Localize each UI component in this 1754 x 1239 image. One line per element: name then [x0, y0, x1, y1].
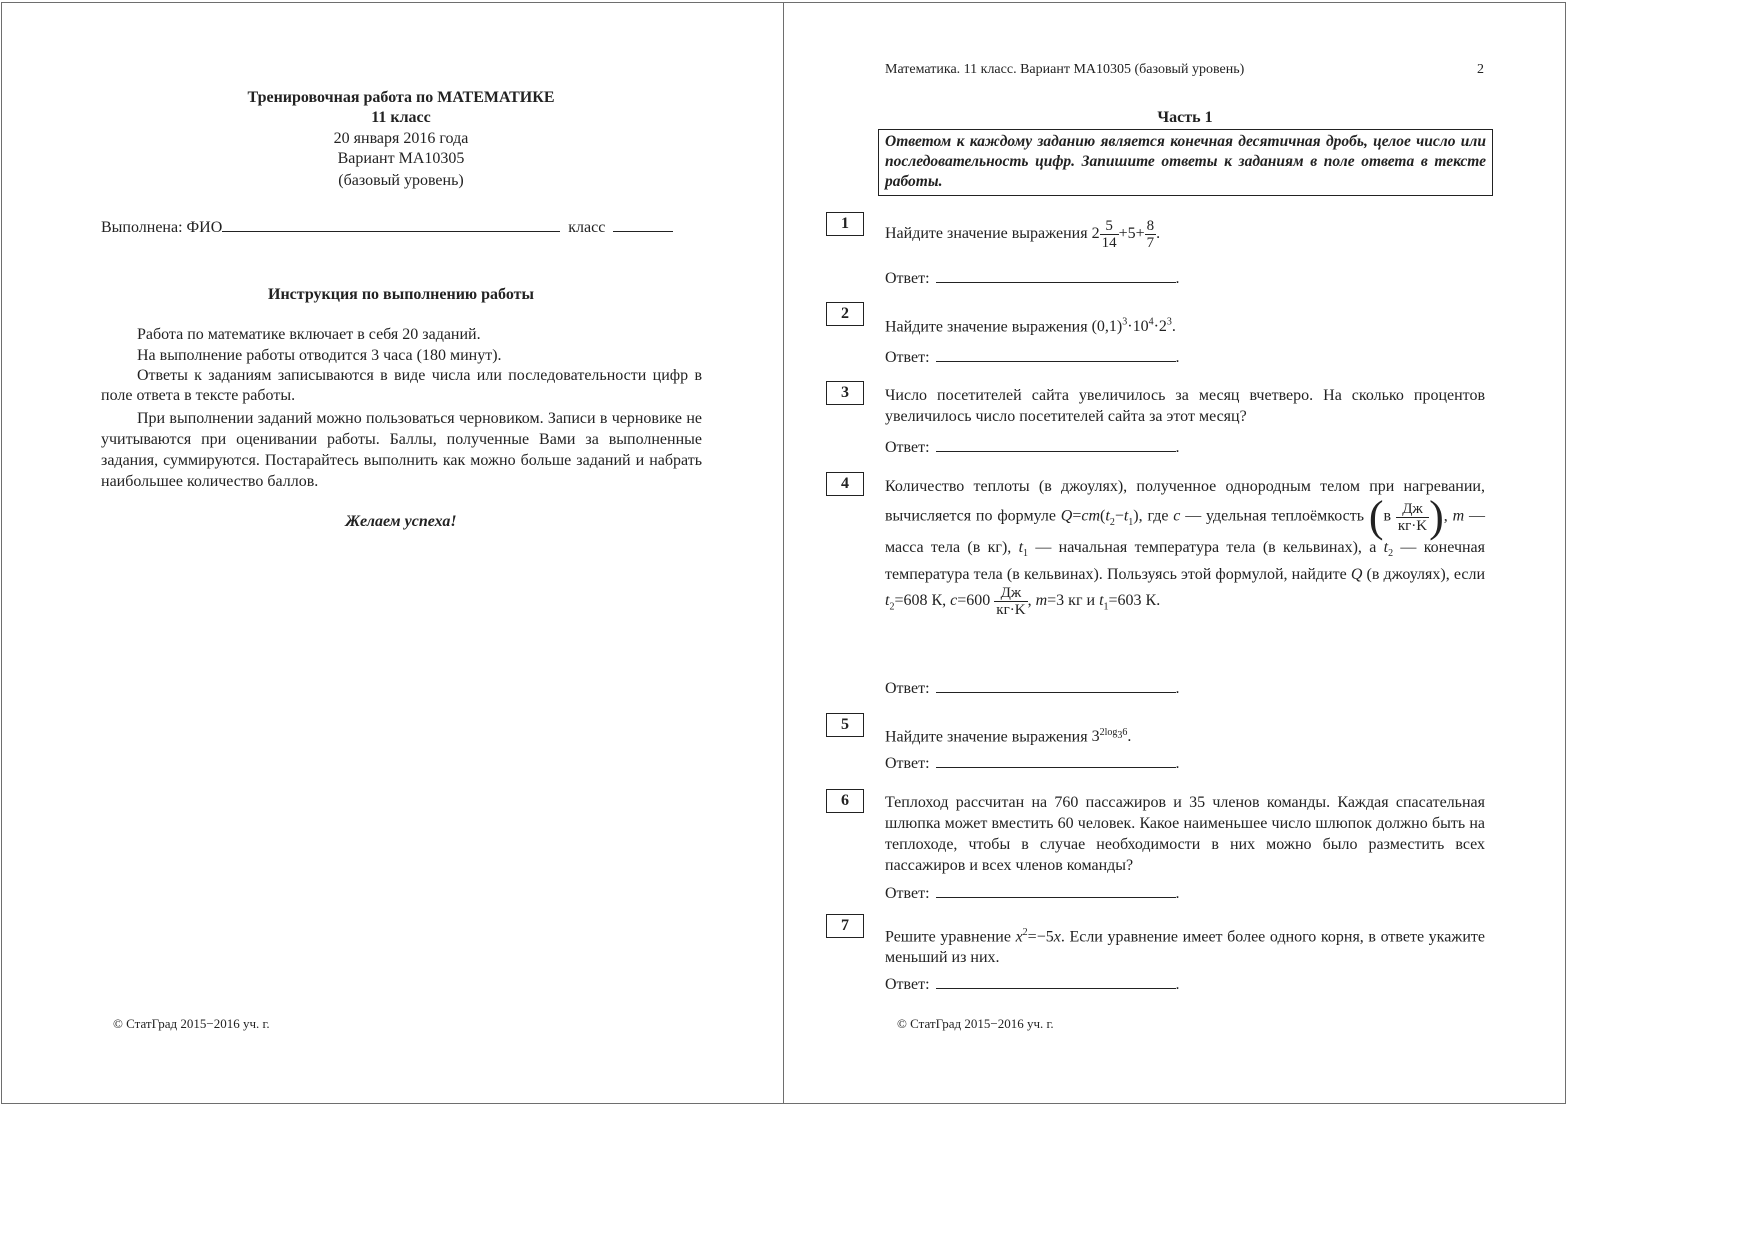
level: (базовый уровень) — [338, 172, 464, 189]
task-1-answer: Ответ: . — [885, 270, 1180, 287]
answer-label: Ответ: — [885, 680, 930, 697]
class-field[interactable] — [613, 217, 673, 232]
task-number: 4 — [826, 472, 864, 496]
answer-label: Ответ: — [885, 349, 930, 366]
task-4-answer: Ответ: . — [885, 680, 1180, 697]
answer-field[interactable] — [936, 348, 1176, 362]
done-label: Выполнена: ФИО — [101, 219, 223, 236]
task-5-text: Найдите значение выражения — [885, 728, 1088, 746]
page-divider — [783, 2, 784, 1104]
task-number: 3 — [826, 381, 864, 405]
answer-field[interactable] — [936, 975, 1176, 989]
wish: Желаем успеха! — [345, 513, 457, 530]
answer-field[interactable] — [936, 438, 1176, 452]
class-label: класс — [568, 219, 606, 236]
title-line2: 11 класс — [371, 109, 431, 126]
task-number: 7 — [826, 914, 864, 938]
task-7-answer: Ответ: . — [885, 976, 1180, 993]
instructions-title: Инструкция по выполнению работы — [268, 286, 534, 303]
task-3-text: Число посетителей сайта увеличилось за месяц вчетверо. На сколько процентов увеличилось число посетителей сайта за этот месяц? — [885, 387, 1485, 425]
task-6-answer: Ответ: . — [885, 885, 1180, 902]
task-2-answer: Ответ: . — [885, 349, 1180, 366]
instructions-para4: При выполнении заданий можно пользоваться черновиком. Записи в черновике не учитываются при оценивании работы. Баллы, полученные Вами за выполненные задания, суммируются. Постарайтесь выполнить как можно больше заданий и набрать наибольшее количество баллов. — [101, 410, 702, 490]
task-3-answer: Ответ: . — [885, 439, 1180, 456]
task-1-expression: 2 $\frac{5}{14}$ +5+ $\frac{8}{7}$ . — [1091, 218, 1161, 251]
instructions-para2: На выполнение работы отводится 3 часа (180 минут). — [137, 347, 502, 364]
page-number: 2 — [1477, 62, 1484, 77]
task-1 — [885, 218, 1485, 251]
part-title: Часть 1 — [1157, 109, 1213, 126]
task-4: Количество теплоты (в джоулях), полученное однородным телом при нагревании, вычисляется по формуле $Q=cm(t_2-t_1)$, где c — удельная теплоёмкость (в $\frac{Дж}{кг\cdot K}$ ), m — масса тела (в кг), $t_1$ — начальная температура тела (в кельвинах), а $t_2$ — конечная температура тела (в кельвинах). Пользуясь этой формулой, найдите Q (в джоулях), если $t_2=608$ К, c=600 $\frac{Дж}{кг\cdot K}$ , m=3 кг и $t_1=603$ К. — [885, 478, 1486, 619]
answer-field[interactable] — [936, 884, 1176, 898]
instructions-para3: Ответы к заданиям записываются в виде числа или последовательности цифр в поле ответа в тексте работы. — [101, 367, 702, 404]
task-number: 6 — [826, 789, 864, 813]
answer-label: Ответ: — [885, 270, 930, 287]
answer-field[interactable] — [936, 679, 1176, 693]
task-2-text: Найдите значение выражения — [885, 318, 1088, 336]
task-5 — [885, 722, 1485, 747]
task-2-expression: $(0,1)^3\cdot 10^4\cdot 2^3$. — [1091, 317, 1176, 336]
task-5-expression: $3^{2log_36}$. — [1091, 727, 1132, 746]
answer-label: Ответ: — [885, 755, 930, 772]
title-line1: Тренировочная работа по МАТЕМАТИКЕ — [247, 89, 555, 106]
task-6-text: Теплоход рассчитан на 760 пассажиров и 35 членов команды. Каждая спасательная шлюпка может вместить 60 человек. Какое наименьшее число шлюпок должно быть на теплоходе, чтобы в случае необходимости в них можно было разместить всех пассажиров и всех членов команды? — [885, 794, 1485, 874]
exam-date: 20 января 2016 года — [333, 130, 469, 147]
task-7: Решите уравнение $x^2=-5x$. Если уравнение имеет более одного корня, в ответе укажите меньший из них. — [885, 927, 1486, 967]
task-2 — [885, 312, 1485, 337]
task-5-answer: Ответ: . — [885, 755, 1180, 772]
part-instruction: Ответом к каждому заданию является конечная десятичная дробь, целое число или последовательность цифр. Запишите ответы к заданиям в поле ответа в тексте работы. — [878, 129, 1493, 196]
answer-field[interactable] — [936, 269, 1176, 283]
fio-row — [101, 217, 701, 238]
answer-label: Ответ: — [885, 885, 930, 902]
task-number: 1 — [826, 212, 864, 236]
answer-label: Ответ: — [885, 439, 930, 456]
task-1-text: Найдите значение выражения — [885, 225, 1088, 243]
answer-field[interactable] — [936, 754, 1176, 768]
task-4-text: Количество теплоты (в джоулях), полученное однородным телом при нагревании, вычисляется по формуле — [885, 478, 1485, 525]
answer-label: Ответ: — [885, 976, 930, 993]
task-7-text: Решите уравнение — [885, 928, 1011, 946]
footer-left: © СтатГрад 2015−2016 уч. г. — [113, 1016, 270, 1031]
fio-field[interactable] — [222, 217, 560, 232]
instructions-para1: Работа по математике включает в себя 20 заданий. — [137, 326, 481, 343]
running-header: Математика. 11 класс. Вариант МА10305 (базовый уровень) — [885, 62, 1245, 77]
task-number: 2 — [826, 302, 864, 326]
variant: Вариант МА10305 — [337, 150, 465, 167]
footer-right: © СтатГрад 2015−2016 уч. г. — [897, 1016, 1054, 1031]
task-number: 5 — [826, 713, 864, 737]
